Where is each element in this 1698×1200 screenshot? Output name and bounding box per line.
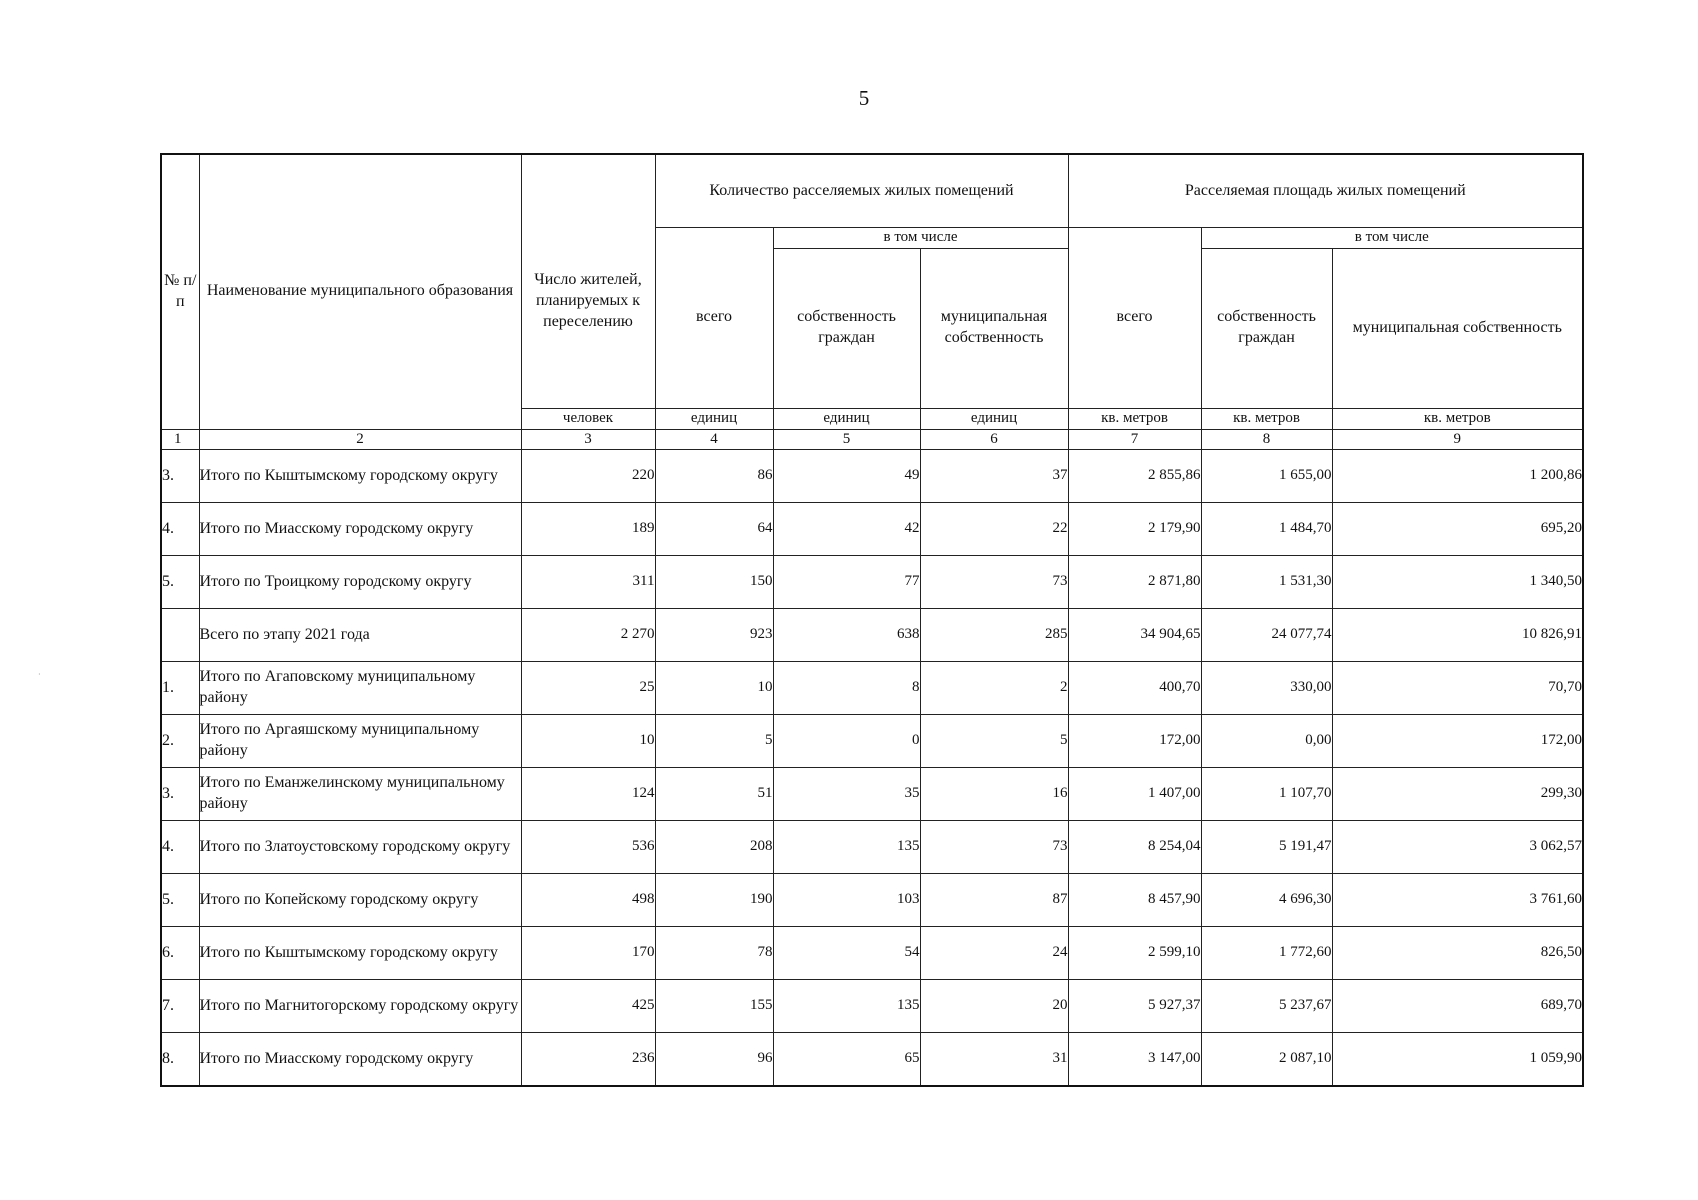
column-number: 3 bbox=[521, 429, 655, 450]
area-citizens: 2 087,10 bbox=[1201, 1033, 1332, 1087]
row-number: 3. bbox=[161, 768, 199, 821]
unit-count-municipal: единиц bbox=[920, 408, 1068, 429]
units-total: 5 bbox=[655, 715, 773, 768]
table-row bbox=[161, 715, 1583, 768]
table-row bbox=[161, 1033, 1583, 1087]
row-number: 5. bbox=[161, 556, 199, 609]
header-count-including: в том числе bbox=[773, 228, 1068, 249]
column-number: 8 bbox=[1201, 429, 1332, 450]
header-area-group: Расселяемая площадь жилых помещений bbox=[1068, 154, 1583, 228]
header-area-total: всего bbox=[1068, 228, 1201, 409]
units-total: 86 bbox=[655, 450, 773, 503]
municipality-name: Итого по Копейскому городскому округу bbox=[199, 874, 521, 927]
page-number: 5 bbox=[858, 86, 870, 110]
residents-count: 124 bbox=[521, 768, 655, 821]
units-citizens: 8 bbox=[773, 662, 920, 715]
table-row bbox=[161, 609, 1583, 662]
area-municipal: 1 200,86 bbox=[1332, 450, 1583, 503]
header-count-municipal: муниципальная собственность bbox=[920, 248, 1068, 408]
table-row bbox=[161, 927, 1583, 980]
residents-count: 170 bbox=[521, 927, 655, 980]
units-municipal: 5 bbox=[920, 715, 1068, 768]
area-municipal: 10 826,91 bbox=[1332, 609, 1583, 662]
residents-count: 498 bbox=[521, 874, 655, 927]
column-numbers-row bbox=[161, 429, 1583, 450]
row-number: 1. bbox=[161, 662, 199, 715]
area-municipal: 299,30 bbox=[1332, 768, 1583, 821]
residents-count: 220 bbox=[521, 450, 655, 503]
unit-area-municipal: кв. метров bbox=[1332, 408, 1583, 429]
area-municipal: 1 340,50 bbox=[1332, 556, 1583, 609]
column-number: 5 bbox=[773, 429, 920, 450]
residents-count: 311 bbox=[521, 556, 655, 609]
area-total: 2 179,90 bbox=[1068, 503, 1201, 556]
column-number: 6 bbox=[920, 429, 1068, 450]
units-municipal: 73 bbox=[920, 556, 1068, 609]
units-municipal: 31 bbox=[920, 1033, 1068, 1087]
units-municipal: 16 bbox=[920, 768, 1068, 821]
unit-area-total: кв. метров bbox=[1068, 408, 1201, 429]
units-municipal: 24 bbox=[920, 927, 1068, 980]
residents-count: 536 bbox=[521, 821, 655, 874]
units-municipal: 37 bbox=[920, 450, 1068, 503]
table-row bbox=[161, 503, 1583, 556]
municipality-name: Итого по Кыштымскому городскому округу bbox=[199, 927, 521, 980]
residents-count: 25 bbox=[521, 662, 655, 715]
area-citizens: 1 655,00 bbox=[1201, 450, 1332, 503]
row-number: 2. bbox=[161, 715, 199, 768]
area-municipal: 3 062,57 bbox=[1332, 821, 1583, 874]
units-citizens: 0 bbox=[773, 715, 920, 768]
units-municipal: 285 bbox=[920, 609, 1068, 662]
residents-count: 425 bbox=[521, 980, 655, 1033]
area-citizens: 1 107,70 bbox=[1201, 768, 1332, 821]
area-total: 8 457,90 bbox=[1068, 874, 1201, 927]
municipality-name: Итого по Аргаяшскому муниципальному району bbox=[199, 715, 521, 768]
table-row bbox=[161, 980, 1583, 1033]
area-municipal: 172,00 bbox=[1332, 715, 1583, 768]
row-number: 8. bbox=[161, 1033, 199, 1087]
area-municipal: 3 761,60 bbox=[1332, 874, 1583, 927]
area-total: 34 904,65 bbox=[1068, 609, 1201, 662]
row-number: 5. bbox=[161, 874, 199, 927]
unit-area-citizens: кв. метров bbox=[1201, 408, 1332, 429]
area-citizens: 5 191,47 bbox=[1201, 821, 1332, 874]
units-citizens: 103 bbox=[773, 874, 920, 927]
header-residents: Число жителей, планируемых к переселению bbox=[521, 154, 655, 408]
residents-count: 236 bbox=[521, 1033, 655, 1087]
area-citizens: 1 484,70 bbox=[1201, 503, 1332, 556]
header-area-citizens: собственность граждан bbox=[1201, 248, 1332, 408]
units-total: 155 bbox=[655, 980, 773, 1033]
column-number: 7 bbox=[1068, 429, 1201, 450]
area-citizens: 0,00 bbox=[1201, 715, 1332, 768]
units-citizens: 65 bbox=[773, 1033, 920, 1087]
area-total: 2 599,10 bbox=[1068, 927, 1201, 980]
municipality-name: Итого по Кыштымскому городскому округу bbox=[199, 450, 521, 503]
units-municipal: 73 bbox=[920, 821, 1068, 874]
row-number: 4. bbox=[161, 821, 199, 874]
area-citizens: 5 237,67 bbox=[1201, 980, 1332, 1033]
area-citizens: 4 696,30 bbox=[1201, 874, 1332, 927]
area-total: 2 871,80 bbox=[1068, 556, 1201, 609]
scan-speck: · bbox=[38, 670, 41, 679]
area-total: 5 927,37 bbox=[1068, 980, 1201, 1033]
units-citizens: 77 bbox=[773, 556, 920, 609]
units-municipal: 2 bbox=[920, 662, 1068, 715]
unit-count-citizens: единиц bbox=[773, 408, 920, 429]
column-number: 2 bbox=[199, 429, 521, 450]
units-total: 208 bbox=[655, 821, 773, 874]
table-row bbox=[161, 821, 1583, 874]
municipality-name: Итого по Магнитогорскому городскому округу bbox=[199, 980, 521, 1033]
column-number: 1 bbox=[161, 429, 199, 450]
units-total: 96 bbox=[655, 1033, 773, 1087]
area-municipal: 695,20 bbox=[1332, 503, 1583, 556]
residents-count: 189 bbox=[521, 503, 655, 556]
area-total: 2 855,86 bbox=[1068, 450, 1201, 503]
units-citizens: 135 bbox=[773, 980, 920, 1033]
units-citizens: 35 bbox=[773, 768, 920, 821]
unit-count-total: единиц bbox=[655, 408, 773, 429]
column-number: 4 bbox=[655, 429, 773, 450]
table-row bbox=[161, 662, 1583, 715]
units-citizens: 54 bbox=[773, 927, 920, 980]
header-area-including: в том числе bbox=[1201, 228, 1583, 249]
residents-count: 10 bbox=[521, 715, 655, 768]
units-municipal: 22 bbox=[920, 503, 1068, 556]
units-total: 10 bbox=[655, 662, 773, 715]
table-row bbox=[161, 768, 1583, 821]
municipality-name: Итого по Троицкому городскому округу bbox=[199, 556, 521, 609]
area-total: 3 147,00 bbox=[1068, 1033, 1201, 1087]
area-total: 8 254,04 bbox=[1068, 821, 1201, 874]
header-area-municipal: муниципальная собственность bbox=[1332, 248, 1583, 408]
table-row bbox=[161, 450, 1583, 503]
header-name: Наименование муниципального образования bbox=[199, 154, 521, 429]
area-total: 1 407,00 bbox=[1068, 768, 1201, 821]
units-citizens: 42 bbox=[773, 503, 920, 556]
row-number: 3. bbox=[161, 450, 199, 503]
units-citizens: 135 bbox=[773, 821, 920, 874]
area-citizens: 1 772,60 bbox=[1201, 927, 1332, 980]
resettlement-table bbox=[160, 153, 1584, 1087]
column-number: 9 bbox=[1332, 429, 1583, 450]
row-number bbox=[161, 609, 199, 662]
units-total: 923 bbox=[655, 609, 773, 662]
area-total: 172,00 bbox=[1068, 715, 1201, 768]
table-body bbox=[161, 450, 1583, 1087]
area-municipal: 70,70 bbox=[1332, 662, 1583, 715]
units-total: 190 bbox=[655, 874, 773, 927]
area-municipal: 1 059,90 bbox=[1332, 1033, 1583, 1087]
row-number: 6. bbox=[161, 927, 199, 980]
units-citizens: 49 bbox=[773, 450, 920, 503]
area-citizens: 24 077,74 bbox=[1201, 609, 1332, 662]
area-citizens: 1 531,30 bbox=[1201, 556, 1332, 609]
row-number: 4. bbox=[161, 503, 199, 556]
units-total: 78 bbox=[655, 927, 773, 980]
unit-residents: человек bbox=[521, 408, 655, 429]
area-total: 400,70 bbox=[1068, 662, 1201, 715]
municipality-name: Итого по Миасскому городскому округу bbox=[199, 1033, 521, 1087]
municipality-name: Итого по Агаповскому муниципальному району bbox=[199, 662, 521, 715]
row-number: 7. bbox=[161, 980, 199, 1033]
header-count-total: всего bbox=[655, 228, 773, 409]
units-municipal: 87 bbox=[920, 874, 1068, 927]
municipality-name: Итого по Миасскому городскому округу bbox=[199, 503, 521, 556]
units-total: 150 bbox=[655, 556, 773, 609]
municipality-name: Итого по Еманжелинскому муниципальному району bbox=[199, 768, 521, 821]
area-municipal: 689,70 bbox=[1332, 980, 1583, 1033]
units-total: 51 bbox=[655, 768, 773, 821]
area-citizens: 330,00 bbox=[1201, 662, 1332, 715]
residents-count: 2 270 bbox=[521, 609, 655, 662]
header-no: № п/п bbox=[161, 154, 199, 429]
area-municipal: 826,50 bbox=[1332, 927, 1583, 980]
header-count-citizens: собственность граждан bbox=[773, 248, 920, 408]
units-municipal: 20 bbox=[920, 980, 1068, 1033]
header-count-group: Количество расселяемых жилых помещений bbox=[655, 154, 1068, 228]
units-total: 64 bbox=[655, 503, 773, 556]
municipality-name: Всего по этапу 2021 года bbox=[199, 609, 521, 662]
table-row bbox=[161, 874, 1583, 927]
municipality-name: Итого по Златоустовскому городскому округу bbox=[199, 821, 521, 874]
table-header bbox=[161, 154, 1583, 450]
table-row bbox=[161, 556, 1583, 609]
units-citizens: 638 bbox=[773, 609, 920, 662]
